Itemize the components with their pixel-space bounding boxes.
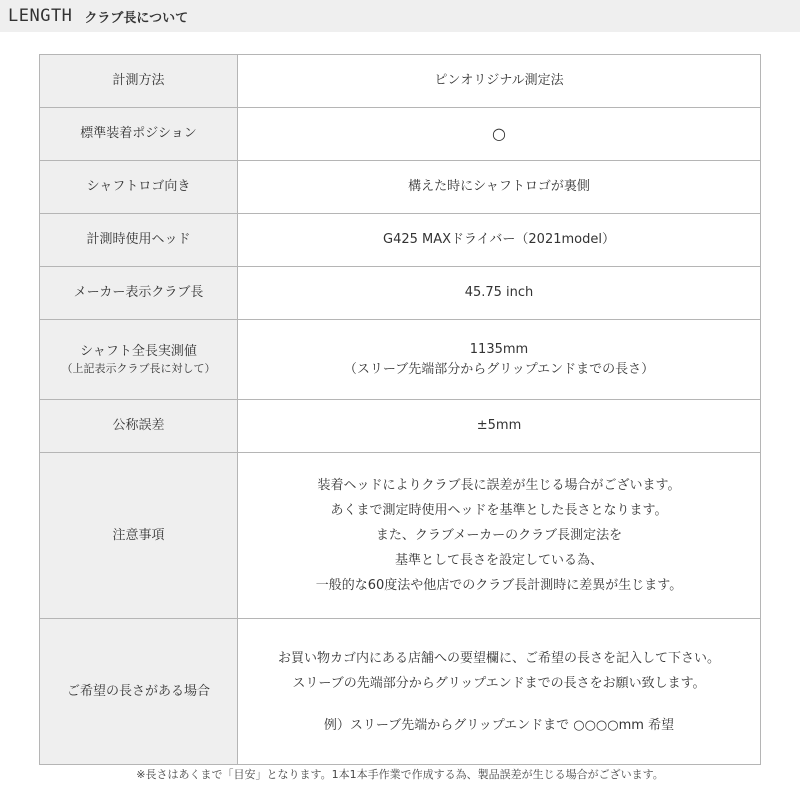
section-header — [0, 0, 800, 32]
club-length-spec-table — [39, 54, 761, 765]
row-value-desired-length — [238, 619, 761, 765]
row-label-maker-club-length: メーカー表示クラブ長 — [40, 267, 238, 320]
table-row — [40, 453, 761, 619]
table-row — [40, 161, 761, 214]
row-label-shaft-logo-direction: シャフトロゴ向き — [40, 161, 238, 214]
desired-length-example: 例）スリーブ先端からグリップエンドまで ○○○○mm 希望 — [323, 717, 675, 733]
section-title-en: LENGTH — [8, 6, 73, 26]
shaft-total-length-sublabel: （上記表示クラブ長に対して） — [61, 362, 216, 375]
table-row — [40, 55, 761, 108]
row-label-tolerance: 公称誤差 — [40, 400, 238, 453]
desired-length-line: お買い物カゴ内にある店舗への要望欄に、ご希望の長さを記入して下さい。 — [277, 650, 720, 666]
shaft-total-length-label: シャフト全長実測値 — [80, 343, 197, 359]
shaft-total-length-value: 1135mm — [469, 342, 529, 357]
row-value-measurement-head: G425 MAXドライバー（2021model） — [238, 214, 761, 267]
desired-length-spacer — [244, 696, 754, 713]
row-value-maker-club-length: 45.75 inch — [238, 267, 761, 320]
shaft-total-length-note: （スリーブ先端部分からグリップエンドまでの長さ） — [343, 361, 655, 377]
row-label-desired-length: ご希望の長さがある場合 — [40, 619, 238, 765]
footnote: ※長さはあくまで「目安」となります。1本1本手作業で作成する為、製品誤差が生じる場合がございます。 — [136, 768, 664, 781]
section-title-ja: クラブ長について — [84, 10, 189, 26]
notes-line: 基準として長さを設定している為、 — [394, 553, 603, 568]
row-value-standard-position — [238, 108, 761, 161]
row-value-shaft-total-length — [238, 320, 761, 400]
notes-line: あくまで測定時使用ヘッドを基準とした長さとなります。 — [330, 503, 668, 518]
standard-position-circle-mark: ○ — [492, 124, 506, 143]
table-row — [40, 108, 761, 161]
notes-line: 一般的な60度法や他店でのクラブ長計測時に差異が生じます。 — [315, 578, 683, 593]
row-label-measurement-head: 計測時使用ヘッド — [40, 214, 238, 267]
table-row — [40, 619, 761, 765]
row-value-shaft-logo-direction: 構えた時にシャフトロゴが裏側 — [238, 161, 761, 214]
table-row — [40, 267, 761, 320]
row-label-standard-position: 標準装着ポジション — [40, 108, 238, 161]
row-label-measurement-method: 計測方法 — [40, 55, 238, 108]
table-row — [40, 214, 761, 267]
notes-line: また、クラブメーカーのクラブ長測定法を — [375, 528, 623, 543]
row-value-measurement-method: ピンオリジナル測定法 — [238, 55, 761, 108]
notes-line: 装着ヘッドによりクラブ長に誤差が生じる場合がございます。 — [317, 478, 681, 493]
row-value-tolerance: ±5mm — [238, 400, 761, 453]
desired-length-line: スリーブの先端部分からグリップエンドまでの長さをお願い致します。 — [292, 675, 706, 691]
table-row — [40, 320, 761, 400]
row-label-shaft-total-length — [40, 320, 238, 400]
table-row — [40, 400, 761, 453]
row-value-notes — [238, 453, 761, 619]
row-label-notes: 注意事項 — [40, 453, 238, 619]
